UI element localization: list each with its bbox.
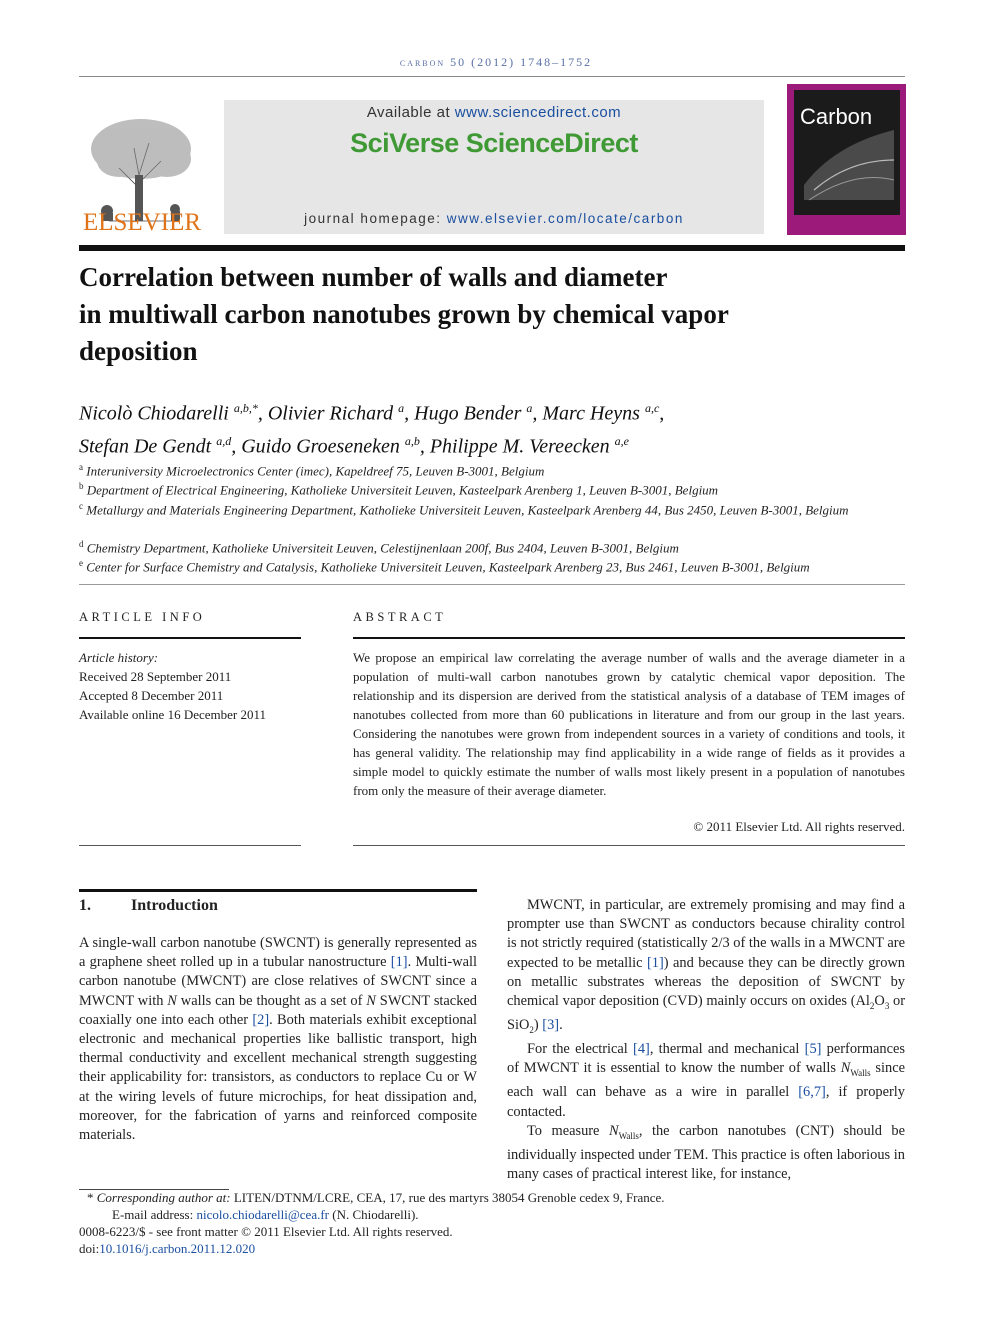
section-title: Introduction [131,897,218,914]
text-run: performances of MWCNT it is essential to know the number of walls [507,1041,905,1077]
sciencedirect-link[interactable]: www.sciencedirect.com [454,104,622,121]
affiliation-text: Center for Surface Chemistry and Catalysis, Katholieke Universiteit Leuven, Kasteelpark Arenberg 23, Bus 2461, Leuven B-3001, Belgium [86,559,810,575]
email-label: E-mail address: [112,1207,197,1222]
citation-link[interactable]: [6,7] [798,1084,826,1101]
title-line-2: in multiwall carbon nanotubes grown by chemical vapor [79,299,729,329]
math-symbol: N [167,992,177,1009]
header-thick-rule [79,245,905,251]
affiliation-text: Department of Electrical Engineering, Katholieke Universiteit Leuven, Kasteelpark Arenberg 1, Leuven B-3001, Belgium [86,482,719,498]
header-rule [79,76,905,77]
article-info-heading: ARTICLE INFO [79,610,206,624]
text-run: SWCNT stacked coaxially one into each other [79,992,477,1028]
paragraph [507,896,905,1040]
citation-link[interactable]: [5] [804,1041,822,1058]
affiliation-key: e [79,558,83,568]
text-run: or SiO [507,993,906,1034]
author-name: Philippe M. Vereecken [429,435,610,458]
author-affiliation-marker[interactable]: a,b,* [233,401,258,415]
citation-link[interactable]: [1] [647,954,664,971]
journal-reference: carbon 50 (2012) 1748–1752 [399,55,593,69]
citation-link[interactable]: [4] [633,1041,650,1058]
affiliation-key: a [79,462,83,472]
section-divider [79,584,905,585]
doi-prefix: doi: [79,1241,100,1256]
text-run: ) [533,1017,543,1034]
article-title [79,259,909,370]
elsevier-wordmark: ELSEVIER [82,209,202,236]
body-column-right [507,896,905,1184]
affiliation-text: Interuniversity Microelectronics Center (imec), Kapeldreef 75, Leuven B-3001, Belgium [86,463,545,479]
online-date: Available online 16 December 2011 [79,707,266,722]
affiliation-text: Chemistry Department, Katholieke Universiteit Leuven, Celestijnenlaan 200f, Bus 2404, Leuven B-3001, Belgium [86,540,679,556]
doi-line [79,1240,909,1257]
text-run: A single-wall carbon nanotube (SWCNT) is generally represented as a graphene sheet rolled up in a tubular nanostructure [79,935,477,971]
homepage-prefix: journal homepage: [304,211,447,226]
abstract-copyright: © 2011 Elsevier Ltd. All rights reserved. [693,819,905,834]
subscript: 3 [884,1000,890,1011]
section-number: 1. [79,897,91,914]
text-run: . Multi-wall carbon nanotube (MWCNT) are close relatives of SWCNT since a MWCNT with [79,954,477,1009]
paragraph [79,934,477,1145]
accepted-date: Accepted 8 December 2011 [79,688,224,703]
corresponding-author-note [79,1189,917,1206]
text-run: ) and because they can be directly grown on metallic substrates whereas the deposition of SWCNT by chemical vapor deposition (CVD) mainly occurs on oxides (Al [507,954,905,1010]
introduction-rule [79,889,477,892]
text-run: , thermal and mechanical [649,1041,805,1058]
subscript: Walls [618,1130,639,1141]
author-line-1: Nicolò Chiodarelli $^{a,b,*}$, Olivier Richard $^a$, Hugo Bender $^a$, Marc Heyns $^{a,c}$, [79,401,665,425]
author-name: Nicolò Chiodarelli [79,402,229,425]
citation-link[interactable]: [2] [252,1011,270,1028]
affiliation-key: d [79,539,84,549]
title-line-1: Correlation between number of walls and diameter [79,262,668,292]
body-column-left [79,934,477,1145]
author-affiliation-marker[interactable]: a,b [404,433,420,448]
footnote-label: Corresponding author at: [96,1190,231,1205]
author-affiliation-marker[interactable]: a [526,401,533,415]
citation-link[interactable]: [3] [542,1017,560,1034]
cover-photo [794,90,900,229]
article-info-bottom-rule [79,845,301,846]
email-link[interactable]: nicolo.chiodarelli@cea.fr [196,1207,330,1222]
text-run: , if properly contacted. [507,1084,905,1120]
history-label: Article history: [79,650,159,665]
affiliation-e [79,554,905,577]
title-line-3: deposition [79,336,198,366]
footnote-text: LITEN/DTNM/LCRE, CEA, 17, rue des martyrs 38054 Grenoble cedex 9, France. [230,1190,665,1205]
cover-journal-title: Carbon [800,104,873,129]
paragraph [507,1040,905,1122]
email-suffix: (N. Chiodarelli). [329,1207,419,1222]
subscript: 2 [529,1024,534,1035]
citation-link[interactable]: [1] [390,954,408,971]
author-name: Stefan De Gendt [79,435,212,458]
received-date: Received 28 September 2011 [79,669,232,684]
article-info-rule [79,637,301,639]
subscript: 2 [869,1000,875,1011]
author-name: Olivier Richard [267,402,394,425]
affiliation-text: Metallurgy and Materials Engineering Department, Katholieke Universiteit Leuven, Kasteelpark Arenberg 44, Bus 2450, Leuven B-3001, Belgium [86,502,849,518]
paragraph [507,1122,905,1184]
author-name: Guido Groeseneken [241,435,400,458]
introduction-heading [79,897,218,915]
abstract-heading: ABSTRACT [353,610,447,624]
text-run: . [559,1017,563,1034]
author-name: Hugo Bender [414,402,522,425]
math-symbol: N [840,1060,851,1077]
text-run: For the electrical [527,1041,634,1058]
text-run: , the carbon nanotubes (CNT) should be individually inspected under TEM. This practice is often laborious in many cases of practical interest like, for instance, [507,1122,905,1183]
text-run: walls can be thought as a set of [176,992,367,1009]
journal-cover-image [787,84,906,235]
author-affiliation-marker[interactable]: a,d [216,433,232,448]
affiliation-key: c [79,501,83,511]
affiliation-c [79,497,905,520]
text-run: . Both materials exhibit exceptional electronic and mechanical properties like ballistic transport, high thermal conductivity and excellent mechanical strength suggesting their applicability for: transistors, as conductors to replace Cu or W at the wiring levels of future microchips, for heat dissipation and, moreover, for the fabrication of yarns and reinforced composite materials. [79,1011,477,1144]
available-at-prefix: Available at [366,104,455,121]
author-list [79,395,909,460]
text-run: O [874,993,885,1010]
available-at-line [224,104,764,121]
article-history [79,648,301,724]
abstract-rule [353,637,905,639]
author-affiliation-marker[interactable]: a,c [644,401,660,415]
text-run: MWCNT, in particular, are extremely promising and may find a prompter use than SWCNT as conductors because chirality control is not strictly required (statistically 2/3 of the walls in a MWCNT are expected to be metallic [507,897,905,971]
abstract-bottom-rule [353,845,905,846]
text-run: To measure [527,1122,609,1139]
author-affiliation-marker[interactable]: a [398,401,405,415]
math-symbol: N [366,992,376,1009]
subscript: Walls [850,1068,871,1079]
author-name: Marc Heyns [542,402,640,425]
journal-homepage-line [224,211,764,226]
sciverse-logo-text: SciVerse ScienceDirect [350,128,638,158]
math-symbol: N [608,1122,619,1139]
journal-homepage-link[interactable]: www.elsevier.com/locate/carbon [446,211,684,226]
abstract-text: We propose an empirical law correlating the average number of walls and the average diameter in a population of multi-wall carbon nanotubes grown by catalytic chemical vapor deposition. The relationship and its dispersion are derived from the statistical analysis of a database of TEM images of nanotubes collected from more than 60 publications in literature and from our group in the last years. Considering the nanotubes were grown from independent sources in a variety of conditions and tools, it has general validity. The relationship may find applicability in a wide range of fields as it provides a simple model to quickly estimate the number of walls most likely present in a population of nanotubes from only the measure of their average diameter. [353,650,905,798]
doi-link[interactable]: 10.1016/j.carbon.2011.12.020 [99,1241,256,1256]
email-note [79,1206,942,1223]
author-line-2: Stefan De Gendt $^{a,d}$, Guido Groeseneken $^{a,b}$, Philippe M. Vereecken $^{a,e}$ [79,433,629,458]
affiliation-key: b [79,481,84,491]
text-run: since each wall can behave as a wire in parallel [507,1060,905,1101]
issn-line: 0008-6223/$ - see front matter © 2011 Elsevier Ltd. All rights reserved. [79,1224,453,1239]
footnote-marker: * [87,1190,94,1205]
author-affiliation-marker[interactable]: a,e [614,433,629,448]
